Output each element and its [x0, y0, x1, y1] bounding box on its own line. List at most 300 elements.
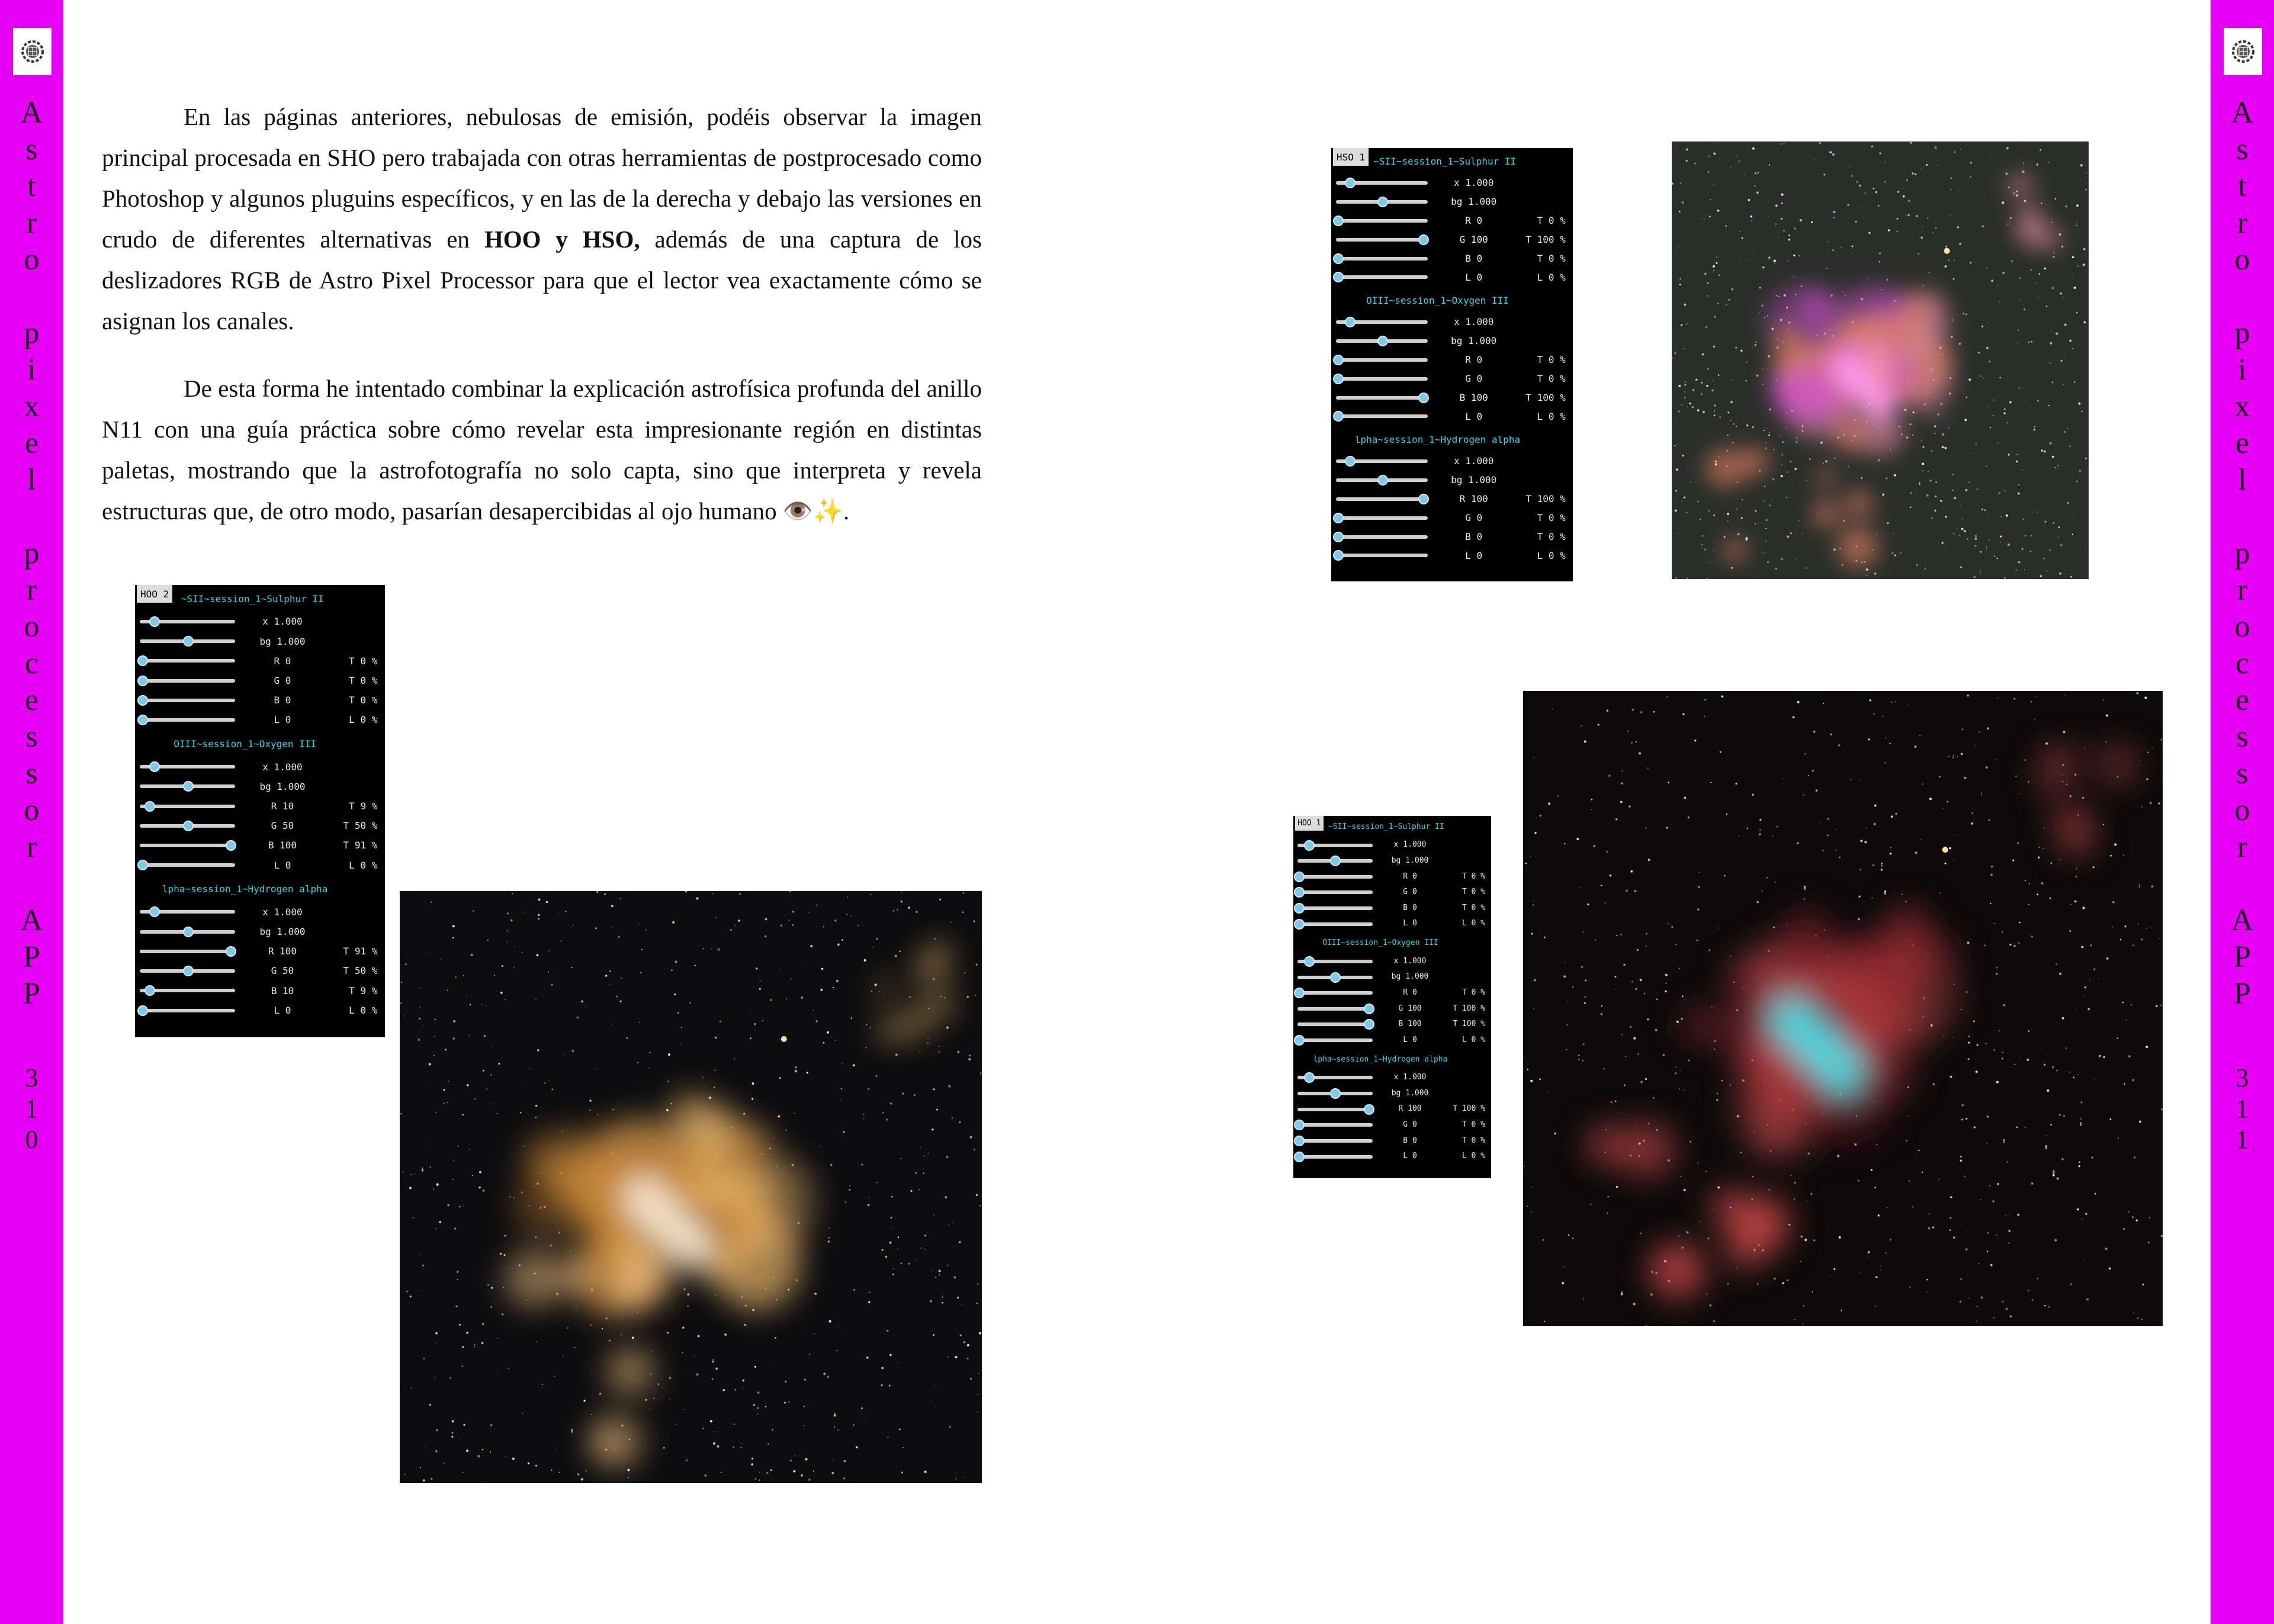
star [452, 1179, 454, 1180]
star [1880, 1269, 1881, 1271]
star [1958, 535, 1960, 536]
star [976, 1194, 978, 1197]
nebula-hoo2-photo-svg [400, 891, 982, 1483]
slider-value: R 0 [274, 655, 291, 667]
star [1811, 221, 1813, 223]
star [1772, 835, 1774, 837]
star [1782, 441, 1783, 442]
star [1945, 265, 1947, 268]
star [1804, 886, 1806, 888]
slider-knob[interactable] [226, 840, 236, 851]
slider-knob[interactable] [1377, 475, 1388, 485]
star [1739, 160, 1740, 162]
star [2005, 490, 2006, 491]
star [1993, 400, 1994, 401]
star [834, 1414, 836, 1416]
star [847, 896, 849, 898]
slider-knob[interactable] [1294, 872, 1305, 882]
star [2142, 1284, 2144, 1285]
slider-track[interactable] [1297, 906, 1373, 910]
star [1881, 865, 1883, 867]
slider-row [1293, 869, 1491, 885]
star [882, 1112, 884, 1113]
slider-value: G 50 [271, 820, 294, 832]
star [1601, 1013, 1602, 1015]
star [868, 1088, 869, 1090]
slider-knob[interactable] [1294, 1152, 1305, 1162]
star [1708, 950, 1710, 951]
star [770, 1469, 772, 1471]
bright-star [1942, 847, 1948, 853]
star [2063, 731, 2066, 733]
star [1746, 362, 1747, 363]
star [712, 1378, 714, 1380]
slider-track[interactable] [1336, 497, 1428, 501]
star [752, 1082, 754, 1085]
slider-track[interactable] [1297, 1139, 1373, 1143]
slider-knob[interactable] [1304, 956, 1315, 967]
star [1563, 975, 1566, 977]
gear-grid-icon [2224, 28, 2262, 75]
slider-row [1331, 369, 1573, 388]
star [1922, 463, 1924, 465]
slider-track[interactable] [1297, 890, 1373, 894]
star [751, 1464, 753, 1466]
star [2031, 269, 2032, 271]
slider-track[interactable] [1297, 1108, 1373, 1111]
slider-row [135, 690, 385, 710]
star [1539, 815, 1541, 816]
slider-value: G 0 [1403, 887, 1417, 897]
slider-track[interactable] [1336, 275, 1428, 279]
slider-knob[interactable] [1377, 336, 1388, 346]
star [457, 1279, 458, 1280]
star [1842, 291, 1843, 292]
star [1968, 1058, 1970, 1060]
star [849, 1185, 850, 1186]
star [462, 1472, 463, 1473]
star [431, 902, 432, 903]
star [1709, 1304, 1711, 1307]
slider-knob[interactable] [183, 821, 194, 831]
slider-knob[interactable] [1418, 393, 1429, 403]
star [471, 954, 473, 956]
star [1994, 923, 1995, 924]
star [1864, 841, 1867, 844]
slider-knob[interactable] [183, 781, 194, 792]
star [2128, 1211, 2130, 1213]
slider-track[interactable] [1336, 396, 1428, 400]
slider-track[interactable] [1297, 1155, 1373, 1159]
star [490, 1424, 493, 1426]
star [604, 893, 606, 895]
star [2156, 1005, 2157, 1007]
slider-percent: T 0 % [1537, 372, 1566, 384]
star [1679, 1088, 1680, 1089]
slider-knob[interactable] [137, 695, 148, 706]
star [1668, 782, 1669, 783]
slider-track[interactable] [1297, 1123, 1373, 1127]
slider-knob[interactable] [1330, 1088, 1341, 1099]
star [1983, 378, 1984, 379]
star [1698, 1162, 1699, 1163]
star [513, 967, 515, 968]
star [2060, 292, 2062, 295]
star [1768, 355, 1770, 358]
slider-knob[interactable] [137, 860, 148, 870]
star [1953, 533, 1955, 535]
star [889, 1354, 892, 1356]
slider-track[interactable] [1336, 516, 1428, 520]
star [1929, 1213, 1930, 1214]
star [466, 1332, 468, 1334]
star [1906, 1140, 1907, 1141]
slider-knob[interactable] [1294, 1035, 1305, 1046]
slider-knob[interactable] [1364, 1019, 1374, 1030]
star [1548, 803, 1550, 805]
star [1922, 470, 1924, 472]
star [2006, 173, 2008, 175]
slider-knob[interactable] [149, 906, 160, 917]
star [2051, 287, 2054, 290]
slider-knob[interactable] [1330, 856, 1341, 866]
star [581, 1001, 583, 1003]
star [496, 1374, 497, 1375]
slider-percent: L 0 % [1537, 271, 1566, 283]
star [1875, 1276, 1878, 1278]
slider-knob[interactable] [144, 801, 155, 812]
star [1727, 513, 1729, 515]
slider-knob[interactable] [1294, 1136, 1305, 1146]
slider-row [1331, 230, 1573, 249]
star [702, 1427, 704, 1429]
star [2061, 1158, 2064, 1160]
star [2010, 222, 2011, 223]
slider-knob[interactable] [1330, 972, 1341, 983]
star [411, 1387, 412, 1388]
star [538, 918, 540, 920]
slider-knob[interactable] [1333, 355, 1344, 365]
star [2024, 760, 2025, 761]
star [2034, 429, 2035, 430]
slider-track[interactable] [140, 679, 235, 683]
star [1932, 517, 1933, 519]
star [1989, 361, 1991, 363]
star [830, 1164, 832, 1166]
star [1713, 346, 1715, 348]
star [2139, 760, 2140, 761]
star [909, 996, 911, 998]
slider-knob[interactable] [1364, 1004, 1374, 1014]
slider-knob[interactable] [1294, 903, 1305, 914]
star [1961, 1009, 1963, 1010]
star [2031, 1182, 2034, 1185]
slider-knob[interactable] [1304, 840, 1315, 851]
star [1675, 577, 1677, 579]
star [827, 1376, 830, 1378]
slider-track[interactable] [1336, 535, 1428, 539]
slider-knob[interactable] [1333, 374, 1344, 384]
star [1713, 184, 1714, 185]
slider-row [1331, 249, 1573, 268]
slider-track[interactable] [1336, 414, 1428, 418]
star [857, 925, 859, 926]
star [779, 969, 780, 970]
slider-track[interactable] [1336, 358, 1428, 362]
slider-knob[interactable] [149, 761, 160, 772]
slider-track[interactable] [140, 699, 235, 702]
star [1534, 832, 1536, 834]
star [1708, 156, 1710, 157]
slider-track[interactable] [1297, 875, 1373, 879]
star [1960, 567, 1962, 568]
star [2103, 699, 2104, 700]
slider-knob[interactable] [144, 985, 155, 996]
star [677, 1012, 679, 1014]
slider-knob[interactable] [1333, 411, 1344, 422]
star [1999, 377, 2001, 379]
slider-knob[interactable] [1333, 253, 1344, 264]
star [2081, 946, 2083, 948]
slider-track[interactable] [1336, 377, 1428, 381]
slider-knob[interactable] [149, 616, 160, 627]
star [1797, 701, 1800, 703]
star [966, 1358, 968, 1359]
star [463, 1424, 465, 1426]
star [1769, 409, 1771, 410]
star [2009, 401, 2012, 404]
slider-knob[interactable] [183, 636, 194, 647]
star [1841, 1310, 1842, 1311]
star [1714, 1049, 1716, 1050]
star [1874, 805, 1877, 807]
star [1982, 226, 1984, 227]
slider-knob[interactable] [1294, 887, 1305, 898]
slider-track[interactable] [1297, 1007, 1373, 1011]
star [779, 1077, 782, 1079]
star [828, 1237, 830, 1239]
slider-percent: T 50 % [343, 965, 378, 977]
star [551, 983, 553, 986]
star [1750, 216, 1752, 218]
slider-track[interactable] [140, 1009, 235, 1012]
star [674, 993, 676, 995]
star [1781, 143, 1782, 144]
star [1996, 1081, 1999, 1083]
star [841, 1088, 842, 1089]
slider-knob[interactable] [1377, 197, 1388, 207]
slider-knob[interactable] [1294, 919, 1305, 930]
slider-track[interactable] [140, 844, 235, 847]
star [1981, 509, 1983, 510]
star [1706, 385, 1708, 387]
sidebar-letter: r [26, 830, 37, 864]
slider-knob[interactable] [1345, 178, 1356, 188]
star [474, 1344, 476, 1345]
star [581, 1478, 583, 1481]
star [957, 1297, 959, 1299]
slider-track[interactable] [140, 718, 235, 722]
slider-row [135, 981, 385, 1001]
star [1713, 1320, 1715, 1322]
slider-track[interactable] [1336, 554, 1428, 557]
slider-knob[interactable] [1333, 272, 1344, 282]
star [2041, 449, 2043, 452]
star [1837, 1155, 1839, 1157]
star [490, 1074, 492, 1076]
star [548, 972, 549, 973]
star [1788, 260, 1789, 261]
star [967, 1344, 969, 1346]
star [1991, 866, 1993, 867]
slider-knob[interactable] [1294, 988, 1305, 998]
star [952, 1222, 953, 1223]
star [834, 1426, 835, 1427]
star [890, 1102, 892, 1104]
star [827, 1031, 829, 1034]
star [1631, 742, 1633, 744]
star [1675, 490, 1677, 492]
star [2048, 1306, 2050, 1307]
star [1800, 219, 1802, 221]
star [1762, 552, 1764, 554]
slider-knob[interactable] [137, 655, 148, 666]
star [482, 1323, 484, 1325]
star [939, 1270, 941, 1272]
star [485, 1005, 486, 1006]
star [2125, 789, 2126, 790]
slider-knob[interactable] [1418, 494, 1429, 504]
slider-knob[interactable] [1333, 550, 1344, 561]
star [885, 1256, 887, 1258]
slider-track[interactable] [140, 659, 235, 663]
star [2019, 387, 2020, 388]
slider-knob[interactable] [183, 966, 194, 976]
star [1839, 1236, 1841, 1239]
slider-knob[interactable] [1333, 532, 1344, 542]
star [1812, 770, 1814, 772]
star [954, 1276, 956, 1279]
star [443, 1102, 445, 1104]
star [2022, 171, 2025, 173]
slider-knob[interactable] [1364, 1104, 1374, 1115]
slider-knob[interactable] [1345, 456, 1356, 467]
slider-row [1331, 388, 1573, 407]
star [619, 898, 621, 899]
slider-track[interactable] [1336, 219, 1428, 223]
star [828, 1240, 830, 1243]
star [1759, 819, 1761, 821]
star [502, 965, 503, 967]
star [506, 942, 507, 943]
star [1995, 759, 1996, 760]
star [1968, 1035, 1970, 1037]
star [1806, 480, 1807, 481]
slider-row [135, 816, 385, 835]
star [1939, 1179, 1940, 1180]
slider-track[interactable] [1297, 922, 1373, 926]
slider-track[interactable] [1297, 1038, 1373, 1042]
slider-knob[interactable] [1418, 234, 1429, 245]
slider-track[interactable] [1297, 991, 1373, 995]
star [447, 1204, 449, 1206]
star [1581, 966, 1583, 968]
star [1686, 149, 1688, 151]
star [436, 1184, 439, 1186]
star [1942, 433, 1944, 436]
slider-knob[interactable] [183, 927, 194, 937]
star [710, 1420, 712, 1423]
star [550, 1244, 552, 1246]
star [1813, 159, 1814, 160]
slider-track[interactable] [1336, 257, 1428, 261]
star [434, 1036, 435, 1037]
star [1996, 396, 1997, 397]
star [2139, 886, 2140, 887]
star [447, 989, 449, 991]
panel-tab[interactable]: HSO 1 [1333, 148, 1368, 166]
star [1710, 199, 1711, 200]
slider-percent: L 0 % [1462, 1035, 1485, 1044]
slider-track[interactable] [1297, 1022, 1373, 1026]
star [1717, 1186, 1720, 1189]
slider-knob[interactable] [137, 1005, 148, 1016]
star [1975, 545, 1977, 547]
star [868, 1301, 870, 1303]
star [474, 1346, 475, 1347]
star [1782, 1282, 1784, 1284]
slider-knob[interactable] [1333, 513, 1344, 523]
star [2080, 1124, 2082, 1126]
slider-track[interactable] [140, 950, 235, 953]
star [1585, 996, 1586, 998]
star [1918, 1150, 1919, 1151]
star [667, 1080, 669, 1082]
star [963, 892, 964, 893]
star [462, 1114, 464, 1116]
star [1595, 939, 1596, 940]
star [1980, 570, 1981, 571]
star [767, 1443, 769, 1445]
star [1833, 1268, 1835, 1270]
panel-tab[interactable]: HOO 2 [137, 585, 172, 603]
star [2036, 282, 2037, 284]
slider-knob[interactable] [226, 946, 236, 957]
panel-tab[interactable]: HOO 1 [1295, 816, 1324, 831]
slider-knob[interactable] [1345, 317, 1356, 327]
sidebar-letter: e [24, 426, 39, 460]
slider-knob[interactable] [1333, 216, 1344, 226]
star [1699, 872, 1700, 873]
star [2006, 147, 2009, 149]
slider-track[interactable] [140, 863, 235, 867]
star [1607, 1196, 1608, 1197]
star [419, 1018, 421, 1020]
slider-knob[interactable] [1304, 1072, 1315, 1083]
slider-knob[interactable] [137, 676, 148, 686]
slider-track[interactable] [1336, 238, 1428, 242]
star [1876, 535, 1877, 536]
slider-knob[interactable] [1294, 1120, 1305, 1130]
star [835, 1040, 836, 1041]
star [681, 1027, 682, 1028]
slider-knob[interactable] [137, 715, 148, 725]
star [609, 970, 611, 972]
star [1711, 390, 1714, 392]
slider-row [1293, 885, 1491, 901]
slider-value: R 100 [268, 946, 297, 957]
star [528, 1462, 529, 1464]
